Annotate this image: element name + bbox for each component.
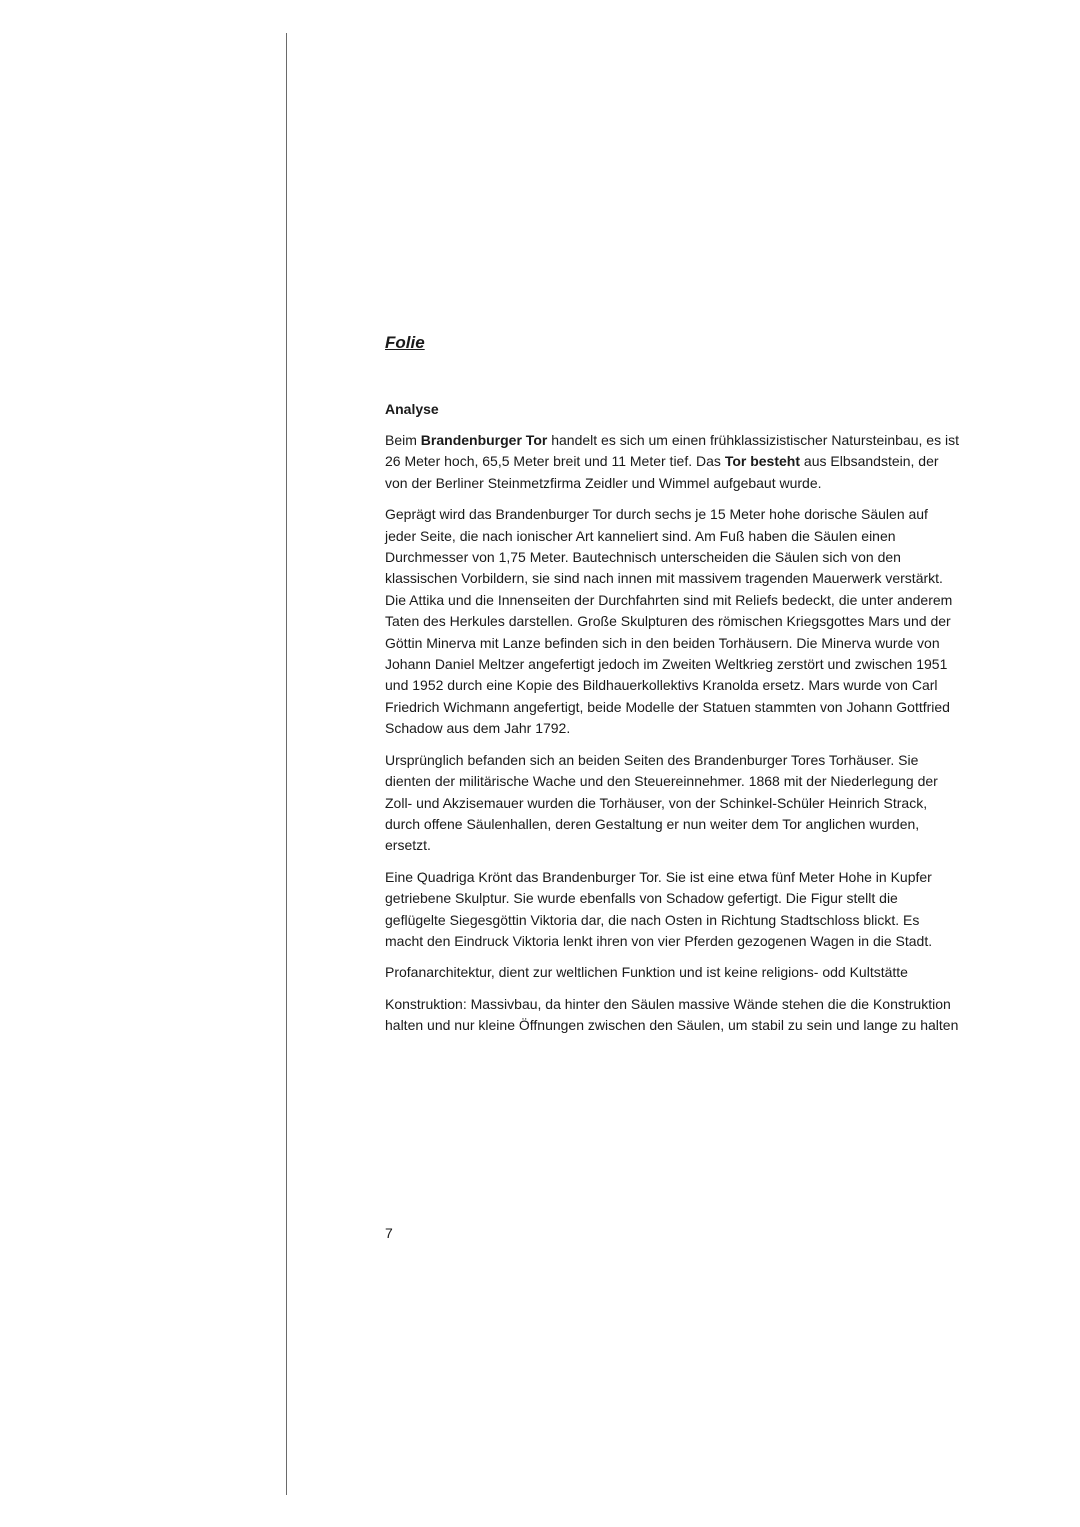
- paragraph-text: Beim: [385, 432, 421, 448]
- paragraph-intro: [385, 430, 960, 494]
- section-title: Analyse: [385, 401, 439, 417]
- paragraph-columns: Geprägt wird das Brandenburger Tor durch sechs je 15 Meter hohe dorische Säulen auf jeder Seite, die nach ionischer Art kanneliert sind. Am Fuß haben die Säulen einen Durchmesser von 1,75 Meter. Bautechnisch unterscheiden die Säulen sich von den klassischen Vorbildern, sie sind nach innen mit massivem tragenden Mauerwerk verstärkt. Die Attika und die Innenseiten der Durchfahrten sind mit Reliefs bedeckt, die unter anderem Taten des Herkules darstellen. Große Skulpturen des römischen Kriegsgottes Mars und der Göttin Minerva mit Lanze befinden sich in den beiden Torhäusern. Die Minerva wurde von Johann Daniel Meltzer angefertigt jedoch im Zweiten Weltkrieg zerstört und zwischen 1951 und 1952 durch eine Kopie des Bildhauerkollektivs Kranolda ersetz. Mars wurde von Carl Friedrich Wichmann angefertigt, beide Modelle der Statuen stammten von Johann Gottfried Schadow aus dem Jahr 1792.: [385, 506, 953, 737]
- bold-term: Brandenburger Tor: [420, 432, 548, 448]
- paragraph-quadriga: Eine Quadriga Krönt das Brandenburger Tor. Sie ist eine etwa fünf Meter Hohe in Kupfer getriebene Skulptur. Sie wurde ebenfalls von Schadow gefertigt. Die Figur stellt die geflügelte Siegesgöttin Viktoria dar, die nach Osten in Richtung Stadtschloss blickt. Es macht den Eindruck Viktoria lenkt ihren von vier Pferden gezogenen Wagen in die Stadt.: [385, 868, 933, 949]
- paragraph-construction: Konstruktion: Massivbau, da hinter den Säulen massive Wände stehen die die Konstruktion halten und nur kleine Öffnungen zwischen den Säulen, um stabil zu sein und lange zu halten: [385, 995, 959, 1034]
- paragraph-text: handelt es sich um einen frühklassizistischer Natursteinbau, es ist 26 Meter hoch, 65,5 Meter breit und 11 Meter tief. Das: [385, 432, 959, 470]
- bold-term: Tor besteht: [724, 453, 801, 470]
- paragraph-text: aus Elbsandstein, der von der Berliner Steinmetzfirma Zeidler und Wimmel aufgebaut wurde.: [385, 453, 939, 491]
- paragraph-gatehouses: Ursprünglich befanden sich an beiden Seiten des Brandenburger Tores Torhäuser. Sie dienten der militärische Wache und den Steuereinnehmer. 1868 mit der Niederlegung der Zoll- und Akzisemauer wurden die Torhäuser, von der Schinkel-Schüler Heinrich Strack, durch offene Säulenhallen, deren Gestaltung er nun weiter dem Tor anglichen wurden, ersetzt.: [385, 751, 938, 854]
- page-margin-line: [286, 33, 287, 1495]
- paragraph-profane-architecture: Profanarchitektur, dient zur weltlichen Funktion und ist keine religions- odd Kultstätte: [385, 964, 908, 981]
- slide-heading: Folie: [385, 333, 425, 352]
- document-body: [385, 333, 960, 1047]
- page-number: 7: [385, 1225, 393, 1241]
